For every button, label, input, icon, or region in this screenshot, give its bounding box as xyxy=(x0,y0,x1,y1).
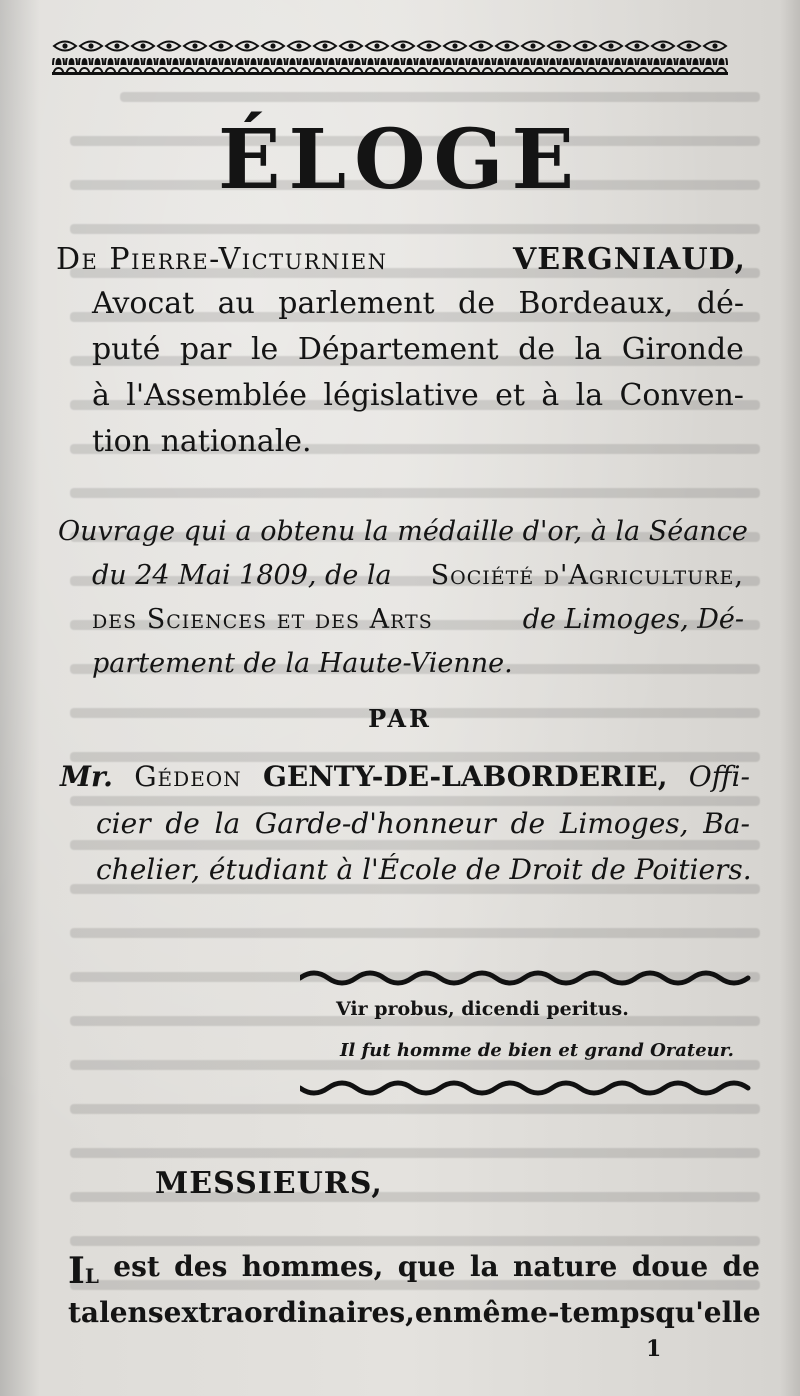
ornament-band-top xyxy=(52,38,728,76)
word: le xyxy=(250,332,279,367)
salutation: MESSIEURS, xyxy=(155,1166,383,1201)
word: de xyxy=(722,1250,760,1283)
description-line-1 xyxy=(92,284,744,324)
page-number: 1 xyxy=(646,1336,662,1362)
word: cier xyxy=(96,807,151,840)
wavy-rule-upper xyxy=(300,966,755,988)
word: Bordeaux, xyxy=(518,286,674,321)
word: Avocat xyxy=(92,286,195,321)
word: hommes, xyxy=(241,1250,384,1283)
word: extraordinaires, xyxy=(163,1296,415,1329)
society-name-continued: des Sciences et des Arts xyxy=(92,604,433,635)
author-line-2 xyxy=(96,805,750,843)
word: est xyxy=(113,1250,160,1283)
description-line-4: tion nationale. xyxy=(92,424,312,459)
word: Ba- xyxy=(703,807,750,840)
author-role: Offi- xyxy=(688,760,750,793)
word: même-temps xyxy=(453,1296,656,1329)
word: puté xyxy=(92,332,161,367)
word: de xyxy=(165,807,200,840)
drop-cap: I xyxy=(68,1250,85,1292)
subject-line xyxy=(56,240,746,280)
word: nature xyxy=(512,1250,618,1283)
author-surname: GENTY-DE-LABORDERIE, xyxy=(262,760,668,793)
word: Conven- xyxy=(619,378,744,413)
subject-prefix: De Pierre-Victurnien xyxy=(56,242,388,277)
word: Département xyxy=(297,332,499,367)
author-first-name: Gédeon xyxy=(134,760,242,793)
by-label: PAR xyxy=(368,704,432,733)
word: de xyxy=(518,332,556,367)
word: dé- xyxy=(696,286,744,321)
word: à xyxy=(541,378,560,413)
word: qu'elle xyxy=(655,1296,761,1329)
word: l'Assemblée xyxy=(126,378,308,413)
word: parlement xyxy=(278,286,435,321)
word: doue xyxy=(631,1250,709,1283)
drop-cap-word xyxy=(68,1250,99,1292)
word: des xyxy=(174,1250,228,1283)
page-title: ÉLOGE xyxy=(217,112,583,208)
motto-french: Il fut homme de bien et grand Orateur. xyxy=(340,1040,734,1061)
word: par xyxy=(179,332,232,367)
award-text: du 24 Mai 1809, de la xyxy=(92,560,392,591)
word: au xyxy=(217,286,255,321)
description-line-2 xyxy=(92,330,744,370)
author-line-1 xyxy=(60,758,750,796)
word: la xyxy=(574,332,603,367)
word: talens xyxy=(68,1296,164,1329)
award-text: de Limoges, Dé- xyxy=(522,604,744,635)
word: en xyxy=(414,1296,454,1329)
award-line-2 xyxy=(92,558,744,594)
word: à xyxy=(92,378,110,413)
award-line-3 xyxy=(92,602,744,638)
word: de xyxy=(510,807,546,840)
word: Gironde xyxy=(621,332,744,367)
drop-cap-rest: l xyxy=(84,1257,99,1290)
author-title: Mr. xyxy=(60,760,113,793)
word: que xyxy=(397,1250,456,1283)
subject-name: VERGNIAUD, xyxy=(513,242,746,277)
word: la xyxy=(575,378,604,413)
body-line-1 xyxy=(68,1250,760,1292)
society-name: Société d'Agriculture, xyxy=(430,560,744,591)
word: la xyxy=(469,1250,499,1283)
word: législative xyxy=(323,378,479,413)
description-line-3 xyxy=(92,376,744,416)
word: Garde-d'honneur xyxy=(254,807,496,840)
word: et xyxy=(495,378,525,413)
motto-latin: Vir probus, dicendi peritus. xyxy=(336,998,629,1020)
award-line-4: partement de la Haute-Vienne. xyxy=(92,648,513,679)
award-line-1: Ouvrage qui a obtenu la médaille d'or, à la Séance xyxy=(58,516,748,547)
wavy-rule-lower xyxy=(300,1078,755,1100)
body-line-2 xyxy=(68,1296,760,1329)
word: de xyxy=(458,286,495,321)
word: la xyxy=(214,807,241,840)
word: Limoges, xyxy=(559,807,689,840)
author-line-3: chelier, étudiant à l'École de Droit de Poitiers. xyxy=(96,853,752,886)
